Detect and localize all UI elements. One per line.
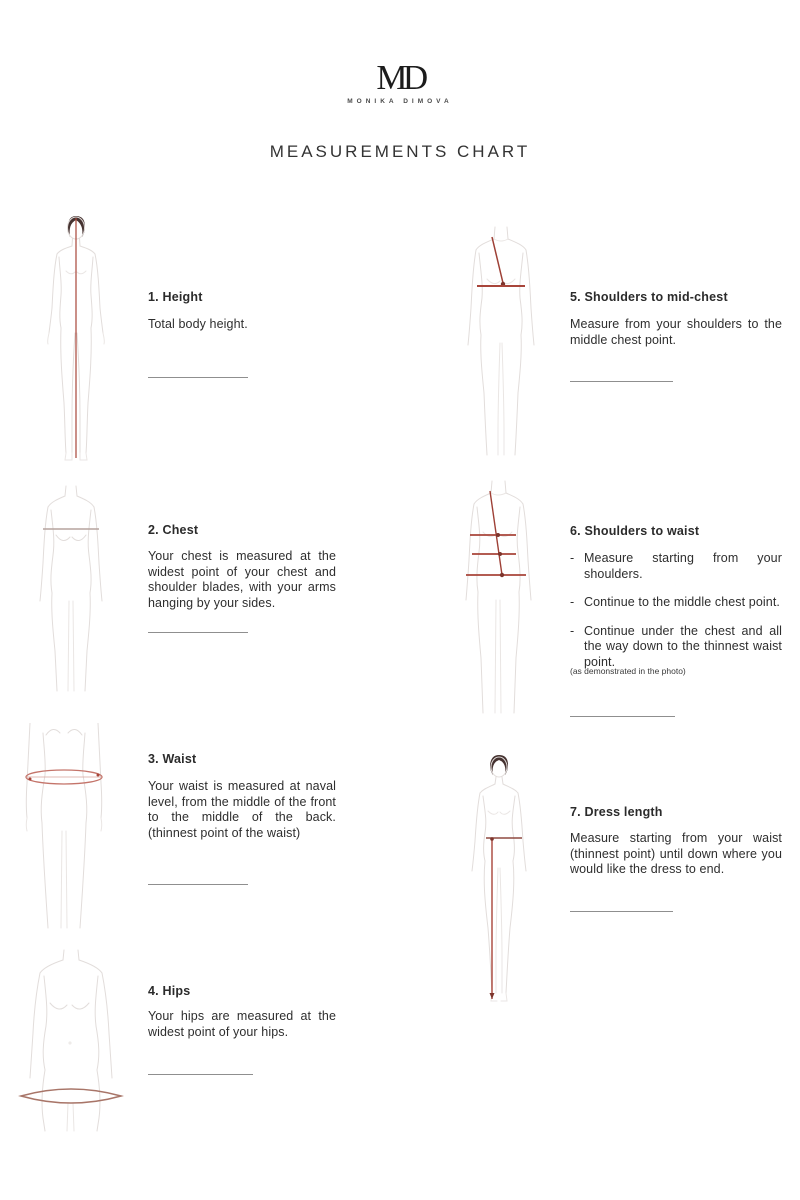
- section-title-shoulders-waist: 6. Shoulders to waist: [570, 524, 700, 538]
- step-text: Continue to the middle chest point.: [584, 595, 780, 609]
- figure-hips-illustration: [12, 948, 132, 1133]
- fill-in-line-height: [148, 377, 248, 378]
- figure-waist-illustration: [18, 723, 118, 933]
- arrowhead-down: [490, 993, 495, 999]
- shoulder-to-waist-measure-line: [490, 491, 502, 575]
- step-text: Continue under the chest and all the way down to the thinnest waist point.: [584, 623, 782, 669]
- step-text: Measure starting from your shoulders.: [584, 551, 782, 581]
- section-title-waist: 3. Waist: [148, 752, 197, 766]
- fill-in-line-shoulders-waist: [570, 716, 675, 717]
- fill-in-line-shoulders-midchest: [570, 381, 673, 382]
- step-item: [570, 595, 782, 611]
- step-item: [570, 551, 782, 582]
- section-title-height: 1. Height: [148, 290, 203, 304]
- section-title-hips: 4. Hips: [148, 984, 191, 998]
- brand-name: MONIKA DIMOVA: [347, 98, 453, 105]
- section-title-chest: 2. Chest: [148, 523, 199, 537]
- shoulder-to-midchest-measure-line: [492, 237, 503, 283]
- figure-shoulders-midchest-illustration: [455, 223, 545, 463]
- section-title-shoulders-midchest: 5. Shoulders to mid-chest: [570, 290, 728, 304]
- fill-in-line-hips: [148, 1074, 253, 1075]
- fill-in-line-dress-length: [570, 911, 673, 912]
- section-body-hips: Your hips are measured at the widest point of your hips.: [148, 1009, 336, 1039]
- figure-chest-illustration: [25, 483, 115, 698]
- hair-shape: [490, 755, 508, 775]
- step-item: [570, 624, 782, 671]
- figure-height-illustration: [28, 213, 123, 463]
- figure-dress-length-illustration: [458, 753, 548, 1008]
- bullet-dash: -: [570, 551, 575, 565]
- section-body-height: Total body height.: [148, 317, 248, 331]
- section-body-chest: Your chest is measured at the widest point of your chest and shoulder blades, with your arms hanging by your sides.: [148, 549, 336, 610]
- fill-in-line-chest: [148, 632, 248, 633]
- hips-measure-ellipse: [21, 1089, 121, 1103]
- section-body-dress-length: Measure starting from your waist (thinnest point) until down where you would like the dress to end.: [570, 831, 782, 876]
- bullet-dash: -: [570, 623, 575, 638]
- section-title-dress-length: 7. Dress length: [570, 805, 663, 819]
- section-body-shoulders-midchest: Measure from your shoulders to the middle chest point.: [570, 317, 782, 347]
- figure-shoulders-waist-illustration: [452, 478, 547, 723]
- brand-logo: MD: [376, 58, 424, 97]
- shoulders-waist-steps: [570, 551, 782, 676]
- fill-in-line-waist: [148, 884, 248, 885]
- section-body-waist: Your waist is measured at naval level, from the middle of the front to the middle of the back. (thinnest point of the waist): [148, 779, 336, 840]
- photo-note: (as demonstrated in the photo): [570, 666, 686, 676]
- page-title: MEASUREMENTS CHART: [269, 142, 531, 161]
- bullet-dash: -: [570, 595, 575, 609]
